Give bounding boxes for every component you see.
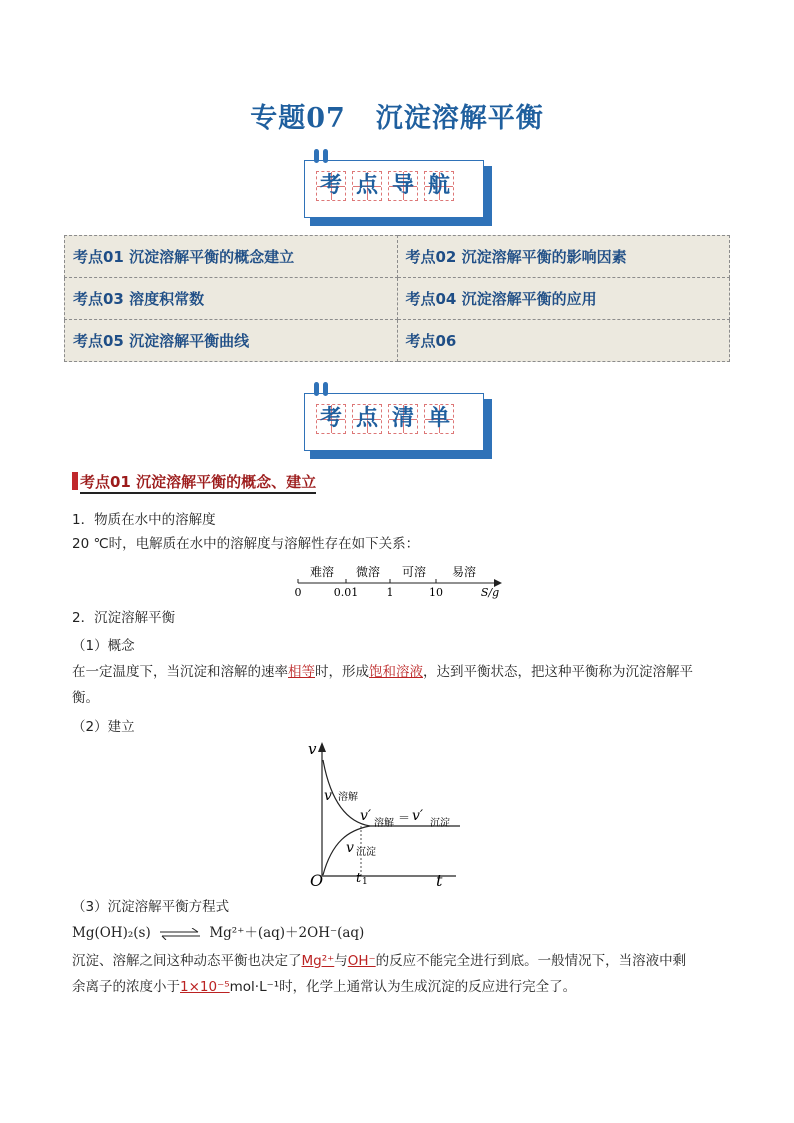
page-title <box>0 96 794 135</box>
banner-list-char: 点 <box>352 404 382 434</box>
y-axis-label: v <box>308 740 317 758</box>
scale-tick-label: 0 <box>294 586 302 599</box>
nav-cell[interactable]: 考点05 沉淀溶解平衡曲线 <box>65 320 398 362</box>
scale-category: 微溶 <box>355 565 381 579</box>
underlined-term: OH⁻ <box>347 953 376 969</box>
equation-right: Mg²⁺＋(aq)＋2OH⁻(aq) <box>209 925 365 941</box>
scale-category: 易溶 <box>451 565 477 579</box>
scale-axis-label: S/g <box>480 586 500 599</box>
t1-label: t <box>356 871 362 886</box>
banner-list-char: 考 <box>316 404 346 434</box>
equal-label-right: 沉淀 <box>430 818 450 829</box>
t1-subscript: 1 <box>362 877 368 887</box>
closing-paragraph: 沉淀、溶解之间这种动态平衡也决定了Mg²⁺与OH⁻的反应不能完全进行到底。一般情况下，当溶液中剩 <box>72 953 687 969</box>
solubility-scale <box>284 560 514 600</box>
scale-tick-label: 10 <box>429 586 443 599</box>
banner-list-char: 单 <box>424 404 454 434</box>
x-axis-label: t <box>436 871 443 890</box>
banner-nav-char: 考 <box>316 171 346 201</box>
sub3-title: （3）沉淀溶解平衡方程式 <box>72 899 230 915</box>
section-heading: 考点01 沉淀溶解平衡的概念、建立 <box>72 471 316 492</box>
y-arrow-icon <box>318 742 326 752</box>
table-row <box>65 236 730 278</box>
table-row <box>65 278 730 320</box>
dissolve-label: 溶解 <box>338 792 358 803</box>
equal-label-left: 溶解 <box>374 818 394 829</box>
topic-nav-table <box>64 235 730 362</box>
banner-nav <box>304 160 486 222</box>
rate-time-graph <box>300 738 470 890</box>
scale-tick-label: 0.01 <box>333 586 359 599</box>
banner-nav-char: 航 <box>424 171 454 201</box>
nav-cell[interactable]: 考点04 沉淀溶解平衡的应用 <box>397 278 730 320</box>
scale-category: 难溶 <box>309 565 335 579</box>
sub1-title: （1）概念 <box>72 638 135 654</box>
scale-category: 可溶 <box>401 565 427 579</box>
nav-cell[interactable]: 考点02 沉淀溶解平衡的影响因素 <box>397 236 730 278</box>
closing-paragraph-cont: 余离子的浓度小于1×10⁻⁵mol·L⁻¹时，化学上通常认为生成沉淀的反应进行完全了。 <box>72 979 577 995</box>
sub1-paragraph-cont: 衡。 <box>72 690 99 706</box>
equation <box>72 922 364 944</box>
equal-sign: ＝ <box>398 811 411 825</box>
item1-title: 1．物质在水中的溶解度 <box>72 512 216 528</box>
origin-label: O <box>310 871 324 890</box>
table-row <box>65 320 730 362</box>
banner-nav-char: 导 <box>388 171 418 201</box>
scale-tick-label: 1 <box>386 586 394 599</box>
nav-cell[interactable]: 考点06 <box>397 320 730 362</box>
sub2-title: （2）建立 <box>72 719 135 735</box>
underlined-term: Mg²⁺ <box>301 953 335 969</box>
underlined-term: 饱和溶液 <box>369 664 423 680</box>
banner-list <box>304 393 486 455</box>
binder-rings-icon <box>314 382 332 400</box>
nav-cell[interactable]: 考点01 沉淀溶解平衡的概念建立 <box>65 236 398 278</box>
equation-left: Mg(OH)₂(s) <box>72 925 151 941</box>
precip-label: 沉淀 <box>356 847 376 858</box>
banner-list-char: 清 <box>388 404 418 434</box>
underlined-term: 1×10⁻⁵ <box>180 979 230 995</box>
v-symbol: v <box>324 788 332 804</box>
v-prime-symbol: v′ <box>360 808 372 824</box>
v-prime-symbol: v′ <box>412 808 424 824</box>
section-marker <box>72 472 78 490</box>
title-text: 沉淀溶解平衡 <box>375 103 544 134</box>
binder-rings-icon <box>314 149 332 167</box>
title-prefix: 专题 <box>250 103 307 134</box>
banner-nav-char: 点 <box>352 171 382 201</box>
underlined-term: 相等 <box>288 664 315 680</box>
sub1-paragraph: 在一定温度下，当沉淀和溶解的速率相等时，形成饱和溶液，达到平衡状态，把这种平衡称为沉淀溶解平 <box>72 664 693 680</box>
v-symbol: v <box>346 840 354 856</box>
reversible-arrow-icon <box>158 928 202 940</box>
title-number: 07 <box>306 103 346 134</box>
item2-title: 2．沉淀溶解平衡 <box>72 610 176 626</box>
item1-text: 20 ℃时，电解质在水中的溶解度与溶解性存在如下关系： <box>72 536 420 552</box>
nav-cell[interactable]: 考点03 溶度积常数 <box>65 278 398 320</box>
